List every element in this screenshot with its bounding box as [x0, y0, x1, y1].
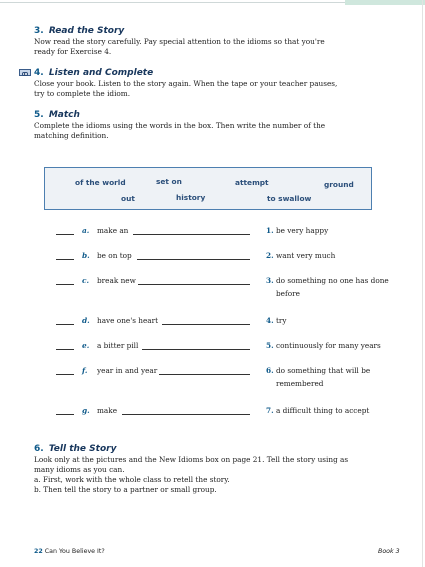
idiom-completion-line[interactable] [122, 414, 250, 415]
section-instructions: Look only at the pictures and the New Idioms box on page 21. Tell the story using as many idioms as you can. [34, 455, 349, 474]
idiom-text: make [97, 406, 118, 415]
definition-number: 6. [266, 366, 274, 375]
item-letter: g. [82, 406, 90, 415]
section-title: Listen and Complete [48, 68, 154, 78]
word-box-item: history [176, 193, 206, 202]
definition-number: 5. [266, 341, 274, 350]
corner-tab [345, 0, 425, 5]
idiom-text: year in and year [97, 366, 158, 375]
item-letter: b. [82, 251, 90, 260]
section-title: Tell the Story [48, 444, 117, 454]
idiom-completion-line[interactable] [142, 349, 250, 350]
idiom-text: break new [97, 276, 136, 285]
idiom-completion-line[interactable] [138, 284, 250, 285]
match-row [56, 276, 389, 302]
cassette-tape-icon [19, 69, 31, 76]
idiom-completion-line[interactable] [133, 234, 250, 235]
match-row [56, 406, 386, 432]
word-box-item: set on [156, 177, 182, 186]
instruction-step: b. Then tell the story to a partner or small group. [34, 485, 217, 494]
word-box-item: of the world [75, 178, 126, 187]
section-number: 5. [34, 110, 44, 120]
word-box-item: to swallow [267, 194, 312, 203]
section-instructions: Complete the idioms using the words in the box. Then write the number of the matching definition. [34, 121, 326, 140]
item-letter: a. [82, 226, 90, 235]
definition-number: 7. [266, 406, 274, 415]
unit-title: Can You Believe It? [44, 548, 105, 555]
word-box-item: attempt [235, 178, 269, 187]
section-listen-and-complete [34, 67, 394, 99]
definition-number: 2. [266, 251, 274, 260]
answer-blank[interactable] [56, 259, 74, 260]
section-number: 6. [34, 444, 44, 454]
idiom-completion-line[interactable] [137, 259, 250, 260]
answer-blank[interactable] [56, 324, 74, 325]
instruction-step: a. First, work with the whole class to retell the story. [34, 475, 230, 484]
page-edge-rule [422, 0, 423, 567]
definition-text: do something no one has done before [276, 276, 389, 298]
definition-text: want very much [276, 251, 336, 260]
match-row [56, 366, 386, 392]
definition-text: be very happy [276, 226, 329, 235]
answer-blank[interactable] [56, 374, 74, 375]
definition-text: continuously for many years [276, 341, 381, 350]
word-box-item: ground [324, 180, 354, 189]
definition-text: try [276, 316, 287, 325]
item-letter: f. [82, 366, 88, 375]
word-box [44, 167, 372, 210]
definition-number: 3. [266, 276, 274, 285]
idiom-completion-line[interactable] [162, 324, 250, 325]
word-box-item: out [121, 194, 135, 203]
section-tell-the-story [34, 443, 394, 495]
section-heading [34, 25, 394, 37]
section-heading [34, 443, 394, 455]
item-letter: c. [82, 276, 90, 285]
section-title: Match [48, 110, 80, 120]
idiom-text: be on top [97, 251, 132, 260]
section-number: 4. [34, 68, 44, 78]
definition-text: a difficult thing to accept [276, 406, 370, 415]
answer-blank[interactable] [56, 414, 74, 415]
item-letter: d. [82, 316, 90, 325]
section-instructions: Now read the story carefully. Pay special attention to the idioms so that you're ready for Exercise 4. [34, 37, 325, 56]
definition-text: do something that will be remembered [276, 366, 371, 388]
idiom-text: make an [97, 226, 129, 235]
answer-blank[interactable] [56, 284, 74, 285]
idiom-text: have one's heart [97, 316, 159, 325]
book-label: Book 3 [378, 548, 400, 555]
section-number: 3. [34, 26, 44, 36]
answer-blank[interactable] [56, 234, 74, 235]
definition-number: 1. [266, 226, 274, 235]
idiom-completion-line[interactable] [159, 374, 250, 375]
page-footer [34, 548, 105, 555]
idiom-text: a bitter pill [97, 341, 139, 350]
definition-number: 4. [266, 316, 274, 325]
page-number: 22 [34, 548, 43, 555]
item-letter: e. [82, 341, 90, 350]
section-instructions: Close your book. Listen to the story again. When the tape or your teacher pauses, try to complete the idiom. [34, 79, 338, 98]
section-read-the-story [34, 25, 394, 57]
section-heading [34, 67, 394, 79]
section-title: Read the Story [48, 26, 125, 36]
section-match [34, 109, 394, 141]
section-heading [34, 109, 394, 121]
answer-blank[interactable] [56, 349, 74, 350]
